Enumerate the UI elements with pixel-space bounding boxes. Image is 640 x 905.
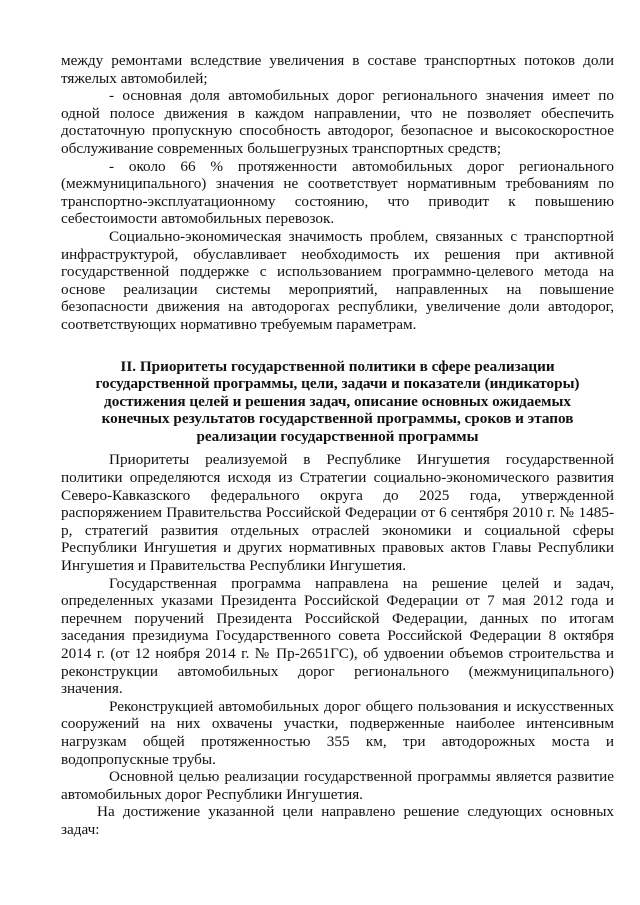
paragraph-tasks-intro: На достижение указанной цели направлено решение следующих основных задач: xyxy=(61,803,614,838)
paragraph-main-goal: Основной целью реализации государственной программы является развитие автомобильных дорог Республики Ингушетия. xyxy=(61,768,614,803)
bullet-lane-count: - основная доля автомобильных дорог регионального значения имеет по одной полосе движения в каждом направлении, что не позволяет обеспечить достаточную пропускную способность автодорог, безопасное и высокоскоростное обслуживание современных большегрузных транспортных средств; xyxy=(61,87,614,157)
paragraph-reconstruction: Реконструкцией автомобильных дорог общего пользования и искусственных сооружений на них охвачены участки, подверженные наиболее интенсивным нагрузкам общей протяженностью 355 км, три автодорожных моста и водопропускные трубы. xyxy=(61,697,614,768)
document-page xyxy=(61,52,614,839)
section-heading: II. Приоритеты государственной политики в сфере реализации государственной программы, цели, задачи и показатели (индикаторы) достижения целей и решения задач, описание основных ожидаемых конечных результатов государственной программы, сроков и этапов реализации государственной программы xyxy=(95,357,580,445)
paragraph-priorities: Приоритеты реализуемой в Республике Ингушетия государственной политики определяются исходя из Стратегии социально-экономического развития Северо-Кавказского федерального округа до 2025 года, утвержденной распоряжением Правительства Российской Федерации от 6 сентября 2010 г. № 1485-р, стратегий развития отдельных отраслей экономики и социальной сферы Республики Ингушетия и других нормативных правовых актов Главы Республики Ингушетия и Правительства Республики Ингушетия. xyxy=(61,451,614,575)
paragraph-continuation: между ремонтами вследствие увеличения в составе транспортных потоков доли тяжелых автомобилей; xyxy=(61,52,614,87)
bullet-road-condition: - около 66 % протяженности автомобильных дорог регионального (межмуниципального) значения не соответствует нормативным требованиям по транспортно-эксплуатационному состоянию, что приводит к повышению себестоимости автомобильных перевозок. xyxy=(61,157,614,228)
paragraph-program-goals: Государственная программа направлена на решение целей и задач, определенных указами Президента Российской Федерации от 7 мая 2012 года и перечнем поручений Президента Российской Федерации, данных по итогам заседания президиума Государственного совета Российской Федерации 8 октября 2014 г. (от 12 ноября 2014 г. № Пр-2651ГС), об удвоении объемов строительства и реконструкции автомобильных дорог регионального (межмуниципального) значения. xyxy=(61,574,614,698)
paragraph-significance: Социально-экономическая значимость проблем, связанных с транспортной инфраструктурой, обуславливает необходимость их решения при активной государственной поддержке с использованием программно-целевого метода на основе реализации системы мероприятий, направленных на повышение безопасности движения на автодорогах республики, увеличение доли автодорог, соответствующих нормативно требуемым параметрам. xyxy=(61,227,614,333)
